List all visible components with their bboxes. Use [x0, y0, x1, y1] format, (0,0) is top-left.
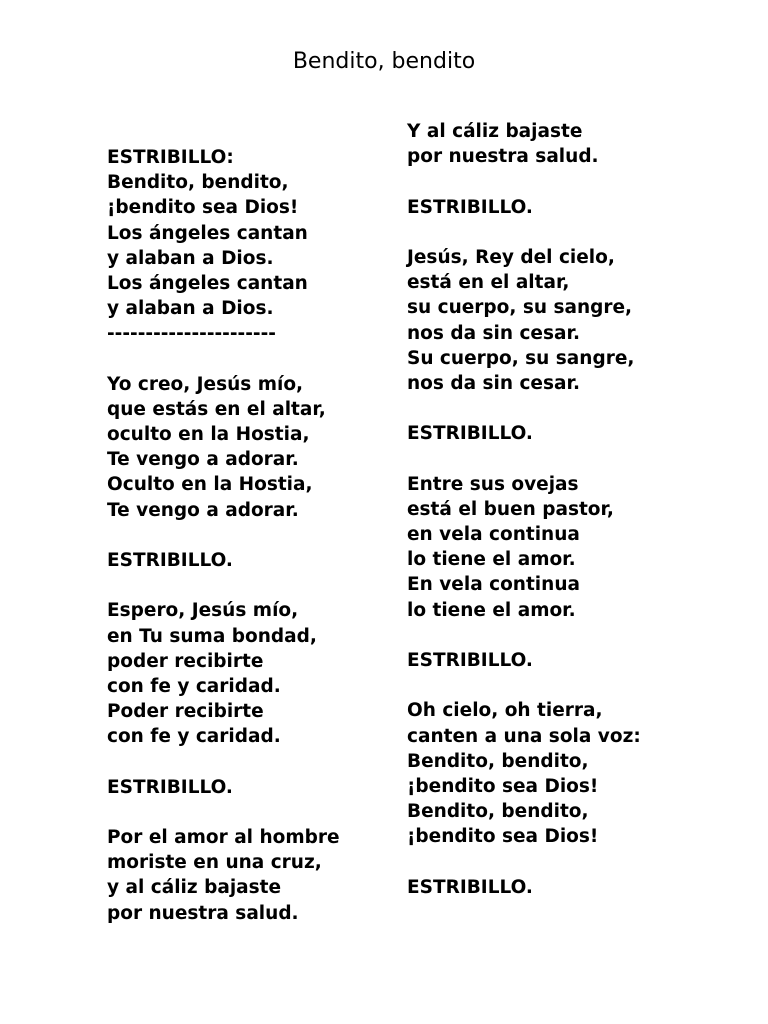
lyric-line: Bendito, bendito, [407, 801, 589, 823]
stanza-gap [407, 446, 641, 471]
stanza [107, 598, 340, 749]
page-title: Bendito, bendito [292, 49, 476, 74]
lyric-line: por nuestra salud. [407, 146, 599, 168]
refrain-marker [107, 548, 340, 573]
lyric-line: Bendito, bendito, [107, 172, 289, 194]
lyric-line: ESTRIBILLO. [407, 649, 533, 671]
lyric-line: moriste en una cruz, [107, 852, 322, 874]
lyric-line: ESTRIBILLO. [107, 776, 233, 798]
lyric-line: con fe y caridad. [107, 726, 281, 748]
lyric-line: Por el amor al hombre [107, 827, 340, 849]
lyrics-left-column [107, 145, 340, 926]
lyric-line: oculto en la Hostia, [107, 424, 310, 446]
lyric-line: nos da sin cesar. [407, 322, 580, 344]
refrain-marker [407, 875, 641, 900]
lyric-line: Los ángeles cantan [107, 272, 308, 294]
stanza-gap [107, 800, 340, 825]
lyric-line: Te vengo a adorar. [107, 449, 299, 471]
lyric-line: Entre sus ovejas [407, 473, 579, 495]
stanza-gap [107, 750, 340, 775]
refrain-marker [407, 421, 641, 446]
lyric-line: Su cuerpo, su sangre, [407, 347, 635, 369]
stanza-gap [407, 849, 641, 874]
lyric-line: nos da sin cesar. [407, 372, 580, 394]
lyric-line: ¡bendito sea Dios! [107, 197, 299, 219]
lyric-line: lo tiene el amor. [407, 549, 576, 571]
stanza [107, 372, 340, 523]
lyric-line: Poder recibirte [107, 701, 264, 723]
refrain-marker [107, 775, 340, 800]
stanza-gap [107, 347, 340, 372]
stanza [107, 145, 340, 347]
lyric-line: lo tiene el amor. [407, 599, 576, 621]
lyric-line: ESTRIBILLO. [407, 196, 533, 218]
lyric-line: y alaban a Dios. [107, 298, 274, 320]
lyric-line: Te vengo a adorar. [107, 499, 299, 521]
lyric-line: que estás en el altar, [107, 398, 326, 420]
lyric-line: ---------------------- [107, 323, 276, 345]
stanza [407, 698, 641, 849]
stanza-gap [107, 523, 340, 548]
lyric-line: con fe y caridad. [107, 675, 281, 697]
lyric-line: Bendito, bendito, [407, 750, 589, 772]
lyric-line: Oculto en la Hostia, [107, 474, 313, 496]
lyric-line: y al cáliz bajaste [107, 877, 282, 899]
lyric-line: canten a una sola voz: [407, 725, 641, 747]
stanza [107, 825, 340, 926]
lyric-line: poder recibirte [107, 650, 264, 672]
lyric-line: ¡bendito sea Dios! [407, 775, 599, 797]
stanza [407, 472, 641, 623]
lyric-line: en Tu suma bondad, [107, 625, 317, 647]
lyric-line: ESTRIBILLO. [407, 423, 533, 445]
lyric-line: está en el altar, [407, 272, 570, 294]
lyric-line: y alaban a Dios. [107, 247, 274, 269]
stanza-gap [407, 220, 641, 245]
lyric-line: Oh cielo, oh tierra, [407, 700, 603, 722]
lyric-line: está el buen pastor, [407, 498, 614, 520]
lyric-line: Y al cáliz bajaste [407, 121, 583, 142]
lyric-line: En vela continua [407, 574, 580, 596]
refrain-marker [407, 195, 641, 220]
lyric-line: por nuestra salud. [107, 902, 299, 924]
stanza-gap [407, 623, 641, 648]
lyric-line: Yo creo, Jesús mío, [107, 373, 304, 395]
refrain-marker [407, 648, 641, 673]
stanza [407, 245, 641, 396]
stanza-gap [107, 573, 340, 598]
lyric-line: en vela continua [407, 524, 580, 545]
lyric-line: Espero, Jesús mío, [107, 600, 299, 622]
stanza-gap [407, 169, 641, 194]
lyric-line: ESTRIBILLO: [107, 147, 234, 168]
stanza-gap [407, 673, 641, 698]
lyric-line: ¡bendito sea Dios! [407, 826, 599, 848]
stanza [407, 119, 641, 169]
lyric-line: ESTRIBILLO. [107, 550, 233, 571]
lyrics-right-column [407, 119, 641, 900]
lyric-line: su cuerpo, su sangre, [407, 297, 633, 319]
lyric-line: Jesús, Rey del cielo, [407, 246, 615, 268]
lyric-line: ESTRIBILLO. [407, 876, 533, 898]
lyric-line: Los ángeles cantan [107, 222, 308, 244]
stanza-gap [407, 396, 641, 421]
